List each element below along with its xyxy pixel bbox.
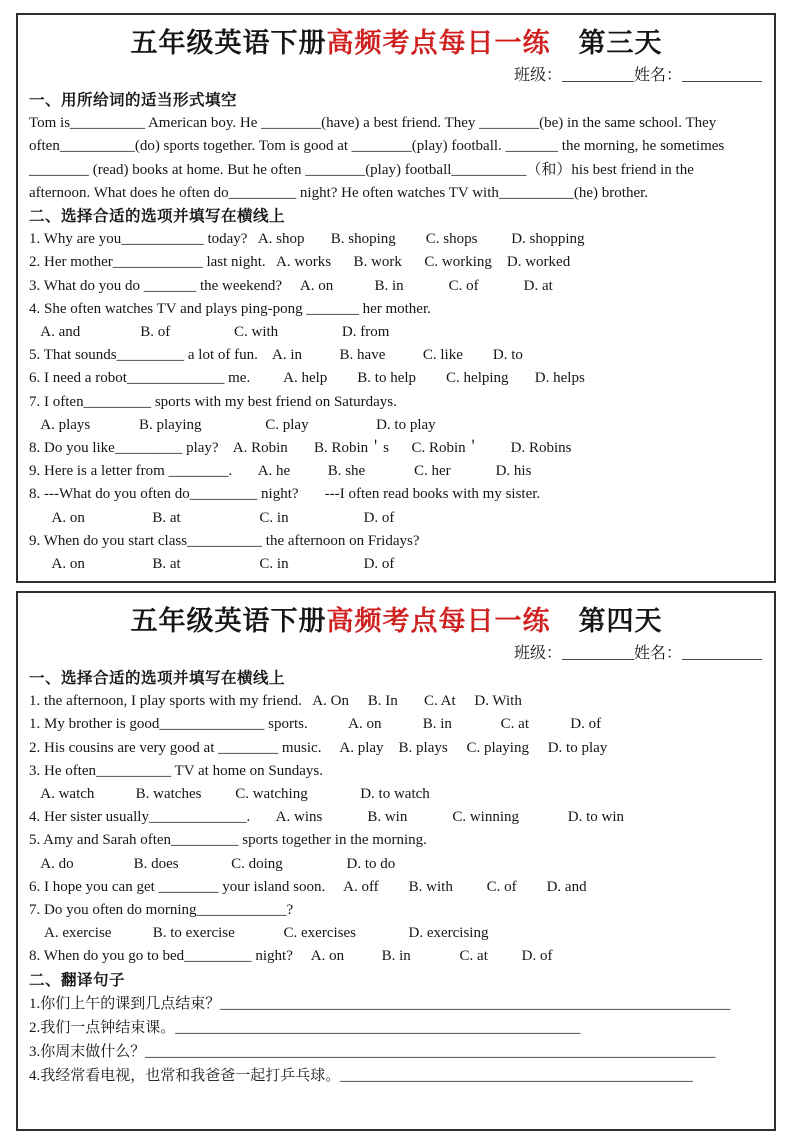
worksheet-line: 7. I often_________ sports with my best friend on Saturdays. (29, 393, 397, 410)
worksheet-line: ________ (read) books at home. But he often ________(play) football__________（和）his best friend in the (29, 161, 694, 178)
worksheet-line: 6. I hope you can get ________ your island soon. A. off B. with C. of D. and (29, 878, 587, 895)
name-label: 姓名： (633, 645, 682, 662)
worksheet-day4 (16, 591, 776, 1131)
worksheet-line: 3. What do you do _______ the weekend? A. on B. in C. of D. at (29, 277, 553, 294)
worksheet-line: 4. Her sister usually_____________. A. wins B. win C. winning D. to win (29, 809, 624, 826)
title-highlight-red: 高频考点每日一练 (326, 28, 551, 58)
worksheet-line: 5. That sounds_________ a lot of fun. A. in B. have C. like D. to (29, 347, 523, 364)
title-prefix: 五年级英语下册 (130, 606, 327, 636)
worksheet-line: 8. Do you like_________ play? A. Robin B. Robin＇s C. Robin＇ D. Robins (29, 440, 572, 457)
section-heading: 一、选择合适的选项并填写在横线上 (29, 670, 286, 687)
name-label: 姓名： (633, 67, 682, 84)
worksheet-line: 4.我经常看电视，也常和我爸爸一起打乒乓球。_______________________________________________ (29, 1067, 693, 1084)
worksheet-line: 9. When do you start class__________ the afternoon on Fridays? (29, 532, 420, 549)
worksheet-line: A. watch B. watches C. watching D. to watch (29, 786, 430, 803)
title-day-label: 第四天 (550, 606, 663, 636)
worksheet-line: 3. He often__________ TV at home on Sundays. (29, 762, 324, 779)
content-lines-day3 (29, 89, 764, 576)
worksheet-line: A. exercise B. to exercise C. exercises D. exercising (29, 925, 489, 942)
worksheet-line: 1. the afternoon, I play sports with my friend. A. On B. In C. At D. With (29, 693, 522, 710)
worksheet-line: 6. I need a robot_____________ me. A. help B. to help C. helping D. helps (29, 370, 585, 387)
class-label: 班级： (513, 67, 562, 84)
worksheet-line: A. and B. of C. with D. from (29, 324, 390, 341)
page-title-day4 (29, 599, 764, 638)
worksheet-line: 3.你周末做什么？____________________________________________________________________________ (29, 1043, 716, 1060)
title-day-label: 第三天 (550, 28, 663, 58)
worksheet-line: 1. Why are you___________ today? A. shop B. shoping C. shops D. shopping (29, 231, 585, 248)
worksheet-line: 2.我们一点钟结束课。______________________________________________________ (29, 1019, 581, 1036)
worksheet-line: 2. Her mother____________ last night. A. works B. work C. working D. worked (29, 254, 571, 271)
title-prefix: 五年级英语下册 (130, 28, 327, 58)
title-highlight-red: 高频考点每日一练 (326, 606, 551, 636)
worksheet-line: 2. His cousins are very good at ________ music. A. play B. plays C. playing D. to play (29, 739, 608, 756)
worksheet-line: 8. ---What do you often do_________ night? ---I often read books with my sister. (29, 486, 541, 503)
worksheet-line: 8. When do you go to bed_________ night? A. on B. in C. at D. of (29, 948, 553, 965)
section-heading: 二、翻译句子 (29, 971, 126, 989)
worksheet-line: often__________(do) sports together. Tom is good at ________(play) football. _______ the morning, he sometimes (29, 138, 725, 155)
worksheet-line: A. plays B. playing C. play D. to play (29, 416, 436, 433)
worksheet-line: Tom is__________ American boy. He ________(have) a best friend. They ________(be) in the same school. They (29, 115, 717, 132)
worksheet-line: A. do B. does C. doing D. to do (29, 855, 396, 872)
content-lines-day4 (29, 667, 764, 1088)
worksheet-line: 9. Here is a letter from ________. A. he B. she C. her D. his (29, 463, 532, 480)
worksheet-line: 1. My brother is good______________ sports. A. on B. in C. at D. of (29, 716, 602, 733)
name-blank: __________ (682, 645, 762, 662)
class-name-line (29, 640, 762, 663)
class-label: 班级： (513, 645, 562, 662)
worksheet-line: 7. Do you often do morning____________? (29, 902, 294, 919)
name-blank: __________ (682, 67, 762, 84)
page-title-day3 (29, 21, 764, 60)
class-blank: _________ (561, 67, 634, 84)
worksheet-line: 4. She often watches TV and plays ping-pong _______ her mother. (29, 300, 431, 317)
section-heading: 二、选择合适的选项并填写在横线上 (29, 208, 286, 226)
worksheet-line: A. on B. at C. in D. of (29, 556, 395, 573)
class-blank: _________ (561, 645, 634, 662)
section-heading: 一、用所给词的适当形式填空 (29, 92, 238, 109)
worksheet-line: A. on B. at C. in D. of (29, 509, 395, 526)
worksheet-line: 1.你们上午的课到几点结束？____________________________________________________________________ (29, 995, 731, 1012)
worksheet-line: 5. Amy and Sarah often_________ sports together in the morning. (29, 832, 427, 849)
class-name-line (29, 62, 762, 85)
worksheet-line: afternoon. What does he often do_________ night? He often watches TV with__________(he) brother. (29, 184, 649, 201)
worksheet-day3 (16, 13, 776, 583)
